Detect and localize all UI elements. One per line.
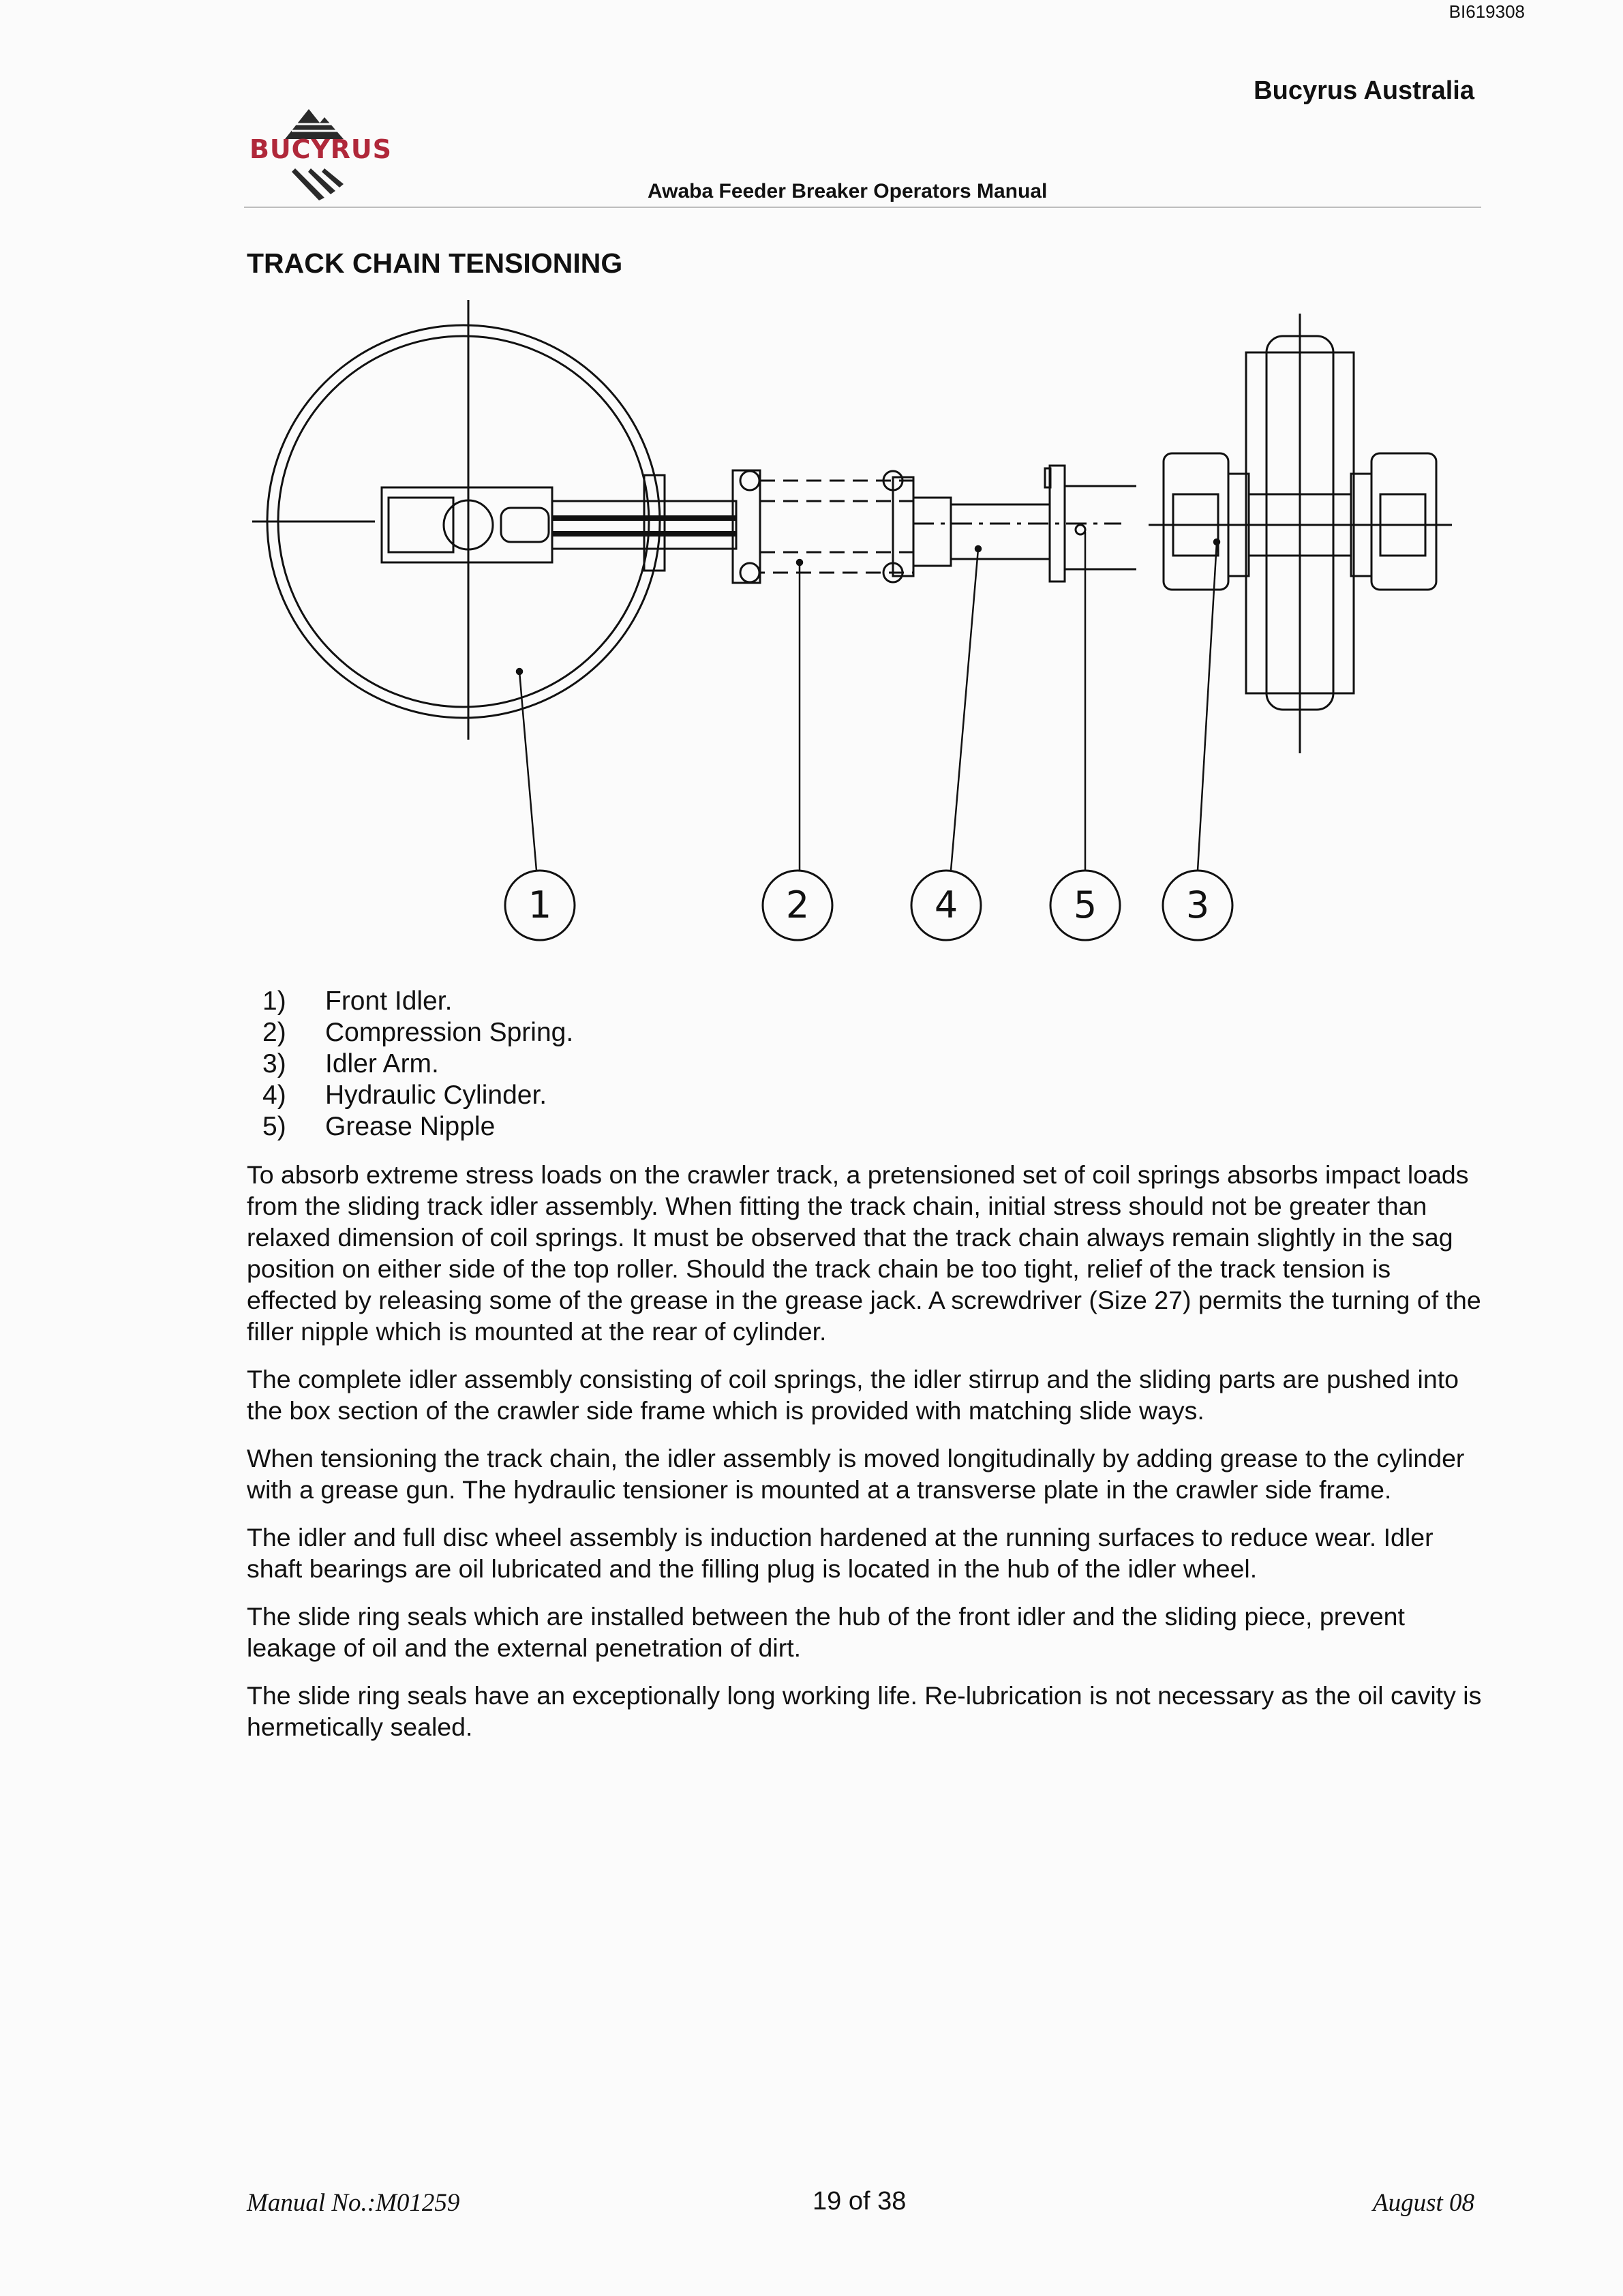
- callout-3: [1163, 871, 1232, 940]
- callout-1: [505, 871, 575, 940]
- paragraph: When tensioning the track chain, the idler assembly is moved longitudinally by adding grease to the cylinder with a grease gun. The hydraulic tensioner is mounted at a transverse plate in the crawler side frame.: [247, 1444, 1465, 1504]
- parts-list: [262, 986, 573, 1143]
- paragraph: The slide ring seals have an exceptionally long working life. Re-lubrication is not necessary as the oil cavity is hermetically sealed.: [247, 1681, 1482, 1741]
- paragraph: To absorb extreme stress loads on the crawler track, a pretensioned set of coil springs absorbs impact loads from the sliding track idler assembly. When fitting the track chain, initial stress should not be greater than relaxed dimension of coil springs. It must be observed that the track chain always remain slightly in the sag position on either side of the top roller. Should the track chain be too tight, relief of the track tension is effected by releasing some of the grease in the grease jack. A screwdriver (Size 27) permits the turning of the filler nipple which is mounted at the rear of cylinder.: [247, 1160, 1481, 1346]
- part-number: 2): [262, 1018, 286, 1047]
- list-item: [262, 986, 573, 1017]
- header-divider: [244, 207, 1481, 208]
- part-label: Hydraulic Cylinder.: [325, 1081, 547, 1110]
- part-label: Compression Spring.: [325, 1018, 574, 1047]
- part-label: Grease Nipple: [325, 1112, 496, 1141]
- document-id: BI619308: [1448, 1, 1525, 22]
- footer-manual-number: Manual No.:M01259: [247, 2189, 460, 2217]
- logo-text: BUCYRUS: [249, 134, 391, 164]
- callout-leaders: [517, 532, 1219, 871]
- paragraph: The idler and full disc wheel assembly is induction hardened at the running surfaces to reduce wear. Idler shaft bearings are oil lubricated and the filling plug is located in the hub of the idler wheel.: [247, 1523, 1434, 1583]
- track-chain-tensioning-diagram: [242, 290, 1469, 978]
- list-item: [262, 1080, 573, 1111]
- callout-4-label: 4: [934, 883, 958, 926]
- idler-rod-drawing: [552, 475, 736, 571]
- part-number: 1): [262, 986, 286, 1016]
- part-number: 5): [262, 1112, 286, 1141]
- body-text: [247, 1159, 1484, 1759]
- callout-5-label: 5: [1073, 883, 1097, 926]
- callout-4: [911, 871, 981, 940]
- part-label: Front Idler.: [325, 986, 453, 1016]
- list-item: [262, 1017, 573, 1048]
- callout-2-label: 2: [785, 883, 810, 926]
- section-title: TRACK CHAIN TENSIONING: [247, 247, 623, 279]
- callout-5: [1050, 871, 1120, 940]
- part-number: 3): [262, 1049, 286, 1078]
- hydraulic-cylinder-drawing: [913, 498, 1121, 566]
- bucyrus-logo: [244, 104, 397, 206]
- manual-title: Awaba Feeder Breaker Operators Manual: [648, 180, 1048, 202]
- compression-spring-drawing: [733, 470, 913, 583]
- callout-2: [763, 871, 832, 940]
- footer-page-number: 19 of 38: [813, 2187, 907, 2216]
- paragraph: The complete idler assembly consisting of coil springs, the idler stirrup and the sliding parts are pushed into the box section of the crawler side frame which is provided with matching slide ways.: [247, 1365, 1459, 1425]
- idler-wheel-side-drawing: [1149, 314, 1452, 753]
- part-number: 4): [262, 1081, 286, 1110]
- footer-date: August 08: [1372, 2189, 1474, 2217]
- list-item: [262, 1111, 573, 1143]
- company-name: Bucyrus Australia: [1254, 76, 1474, 105]
- part-label: Idler Arm.: [325, 1049, 439, 1078]
- paragraph: The slide ring seals which are installed between the hub of the front idler and the sliding piece, prevent leakage of oil and the external penetration of dirt.: [247, 1602, 1405, 1662]
- callout-3-label: 3: [1185, 883, 1210, 926]
- callout-1-label: 1: [528, 883, 552, 926]
- list-item: [262, 1048, 573, 1080]
